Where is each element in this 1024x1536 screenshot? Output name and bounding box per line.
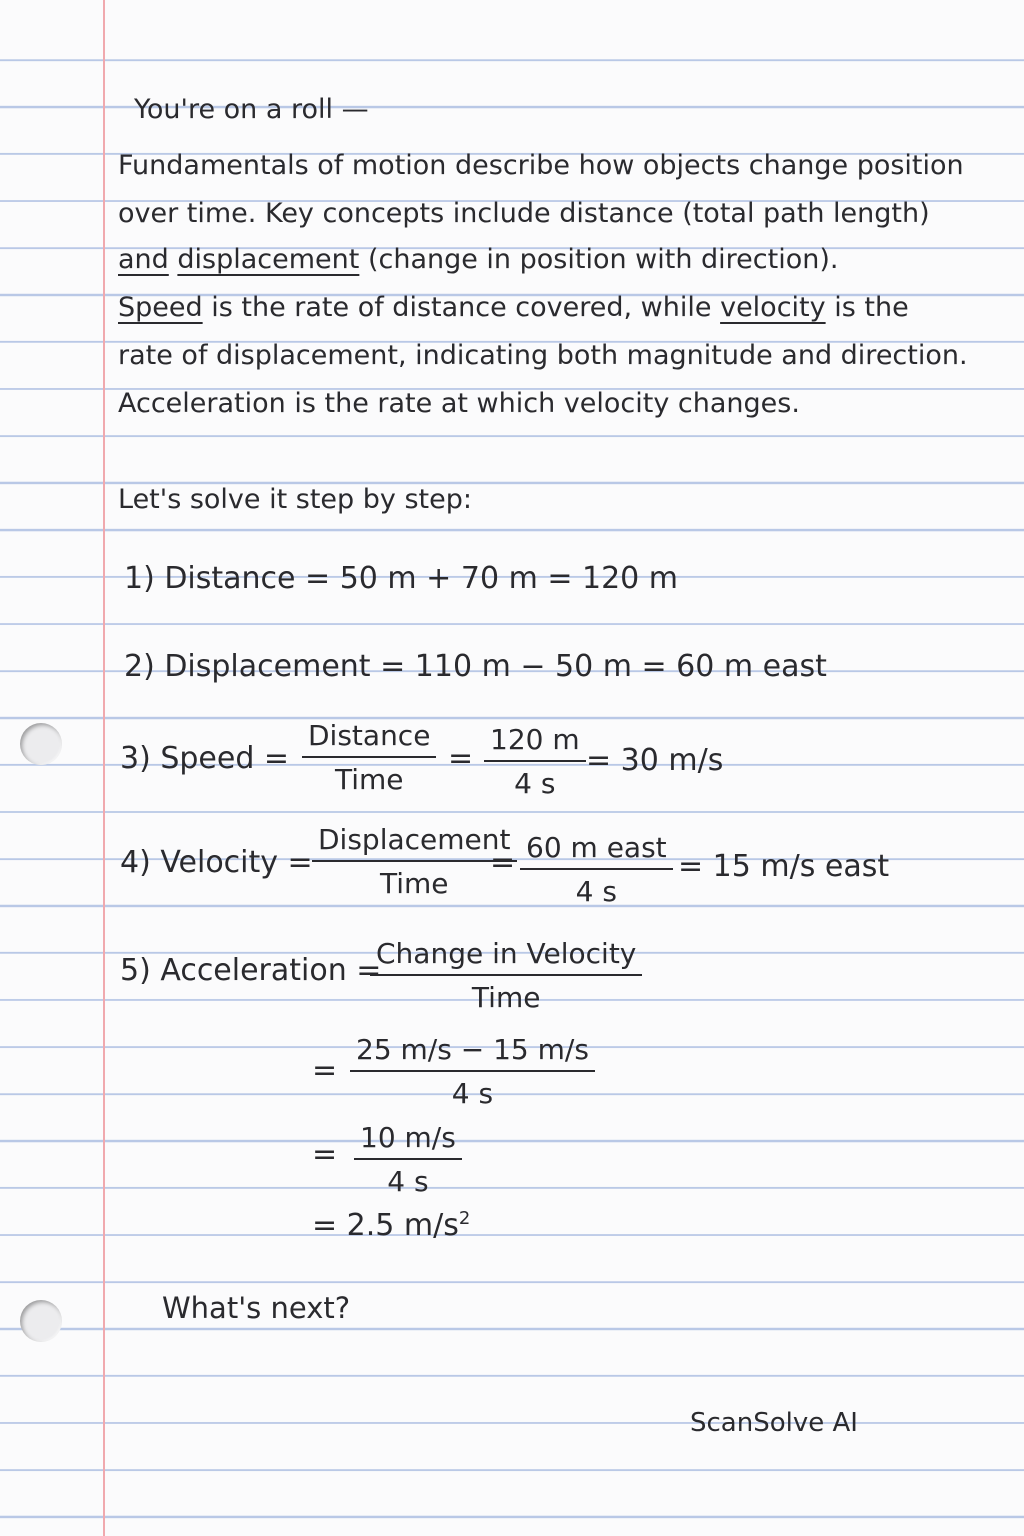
steps-intro: Let's solve it step by step: bbox=[118, 484, 472, 515]
step-3-fraction-values bbox=[484, 723, 586, 800]
term-and: and bbox=[118, 244, 169, 275]
paragraph-line-2: over time. Key concepts include distance (total path length) bbox=[118, 198, 930, 229]
step-2-displacement: 2) Displacement = 110 m − 50 m = 60 m east bbox=[124, 649, 827, 684]
step-1-distance: 1) Distance = 50 m + 70 m = 120 m bbox=[124, 561, 679, 596]
paragraph-line-3-rest: (change in position with direction). bbox=[367, 244, 839, 275]
step-5-denominator-1: Time bbox=[471, 981, 541, 1014]
step-5-numerator-3: 10 m/s bbox=[354, 1124, 462, 1160]
step-4-fraction-definition bbox=[312, 823, 517, 900]
step-4-equals: = bbox=[490, 845, 516, 880]
paragraph-line-6: Acceleration is the rate at which velocity changes. bbox=[118, 388, 800, 419]
step-5-final-value: = 2.5 m/s bbox=[312, 1208, 459, 1243]
binder-hole-bottom bbox=[20, 1300, 62, 1342]
step-3-numerator-1: Distance bbox=[302, 722, 436, 758]
step-4-fraction-values bbox=[520, 831, 673, 908]
step-3-result: = 30 m/s bbox=[586, 743, 724, 778]
step-5-denominator-3: 4 s bbox=[387, 1165, 429, 1198]
step-4-numerator-1: Displacement bbox=[312, 826, 517, 862]
step-4-numerator-2: 60 m east bbox=[520, 834, 673, 870]
step-5-equals-b: = bbox=[312, 1137, 338, 1172]
step-5-fraction-substituted bbox=[350, 1033, 595, 1110]
paragraph-line-1: Fundamentals of motion describe how objects change position bbox=[118, 150, 964, 181]
step-5-fraction-simplified bbox=[354, 1121, 462, 1198]
step-5-numerator-2: 25 m/s − 15 m/s bbox=[350, 1036, 595, 1072]
step-3-equals: = bbox=[448, 741, 474, 776]
step-5-numerator-1: Change in Velocity bbox=[370, 940, 642, 976]
term-velocity: velocity bbox=[720, 292, 826, 323]
binder-hole-top bbox=[20, 723, 62, 765]
step-3-numerator-2: 120 m bbox=[484, 726, 586, 762]
step-4-denominator-2: 4 s bbox=[575, 875, 617, 908]
step-4-label: 4) Velocity = bbox=[120, 845, 313, 880]
step-5-denominator-2: 4 s bbox=[451, 1077, 494, 1110]
intro-heading: You're on a roll — bbox=[134, 94, 369, 125]
paragraph-line-3 bbox=[118, 246, 838, 273]
step-5-fraction-definition bbox=[370, 937, 642, 1014]
step-3-fraction-definition bbox=[302, 719, 436, 796]
step-3-label: 3) Speed = bbox=[120, 741, 290, 776]
step-4-result: = 15 m/s east bbox=[678, 849, 890, 884]
step-3-denominator-2: 4 s bbox=[514, 767, 556, 800]
step-5-equals-a: = bbox=[312, 1053, 338, 1088]
paragraph-line-4 bbox=[118, 294, 909, 321]
step-5-final-result bbox=[312, 1210, 470, 1241]
paragraph-line-4-mid: is the rate of distance covered, while bbox=[211, 292, 712, 323]
closing-question: What's next? bbox=[162, 1291, 351, 1325]
step-5-label: 5) Acceleration = bbox=[120, 953, 382, 988]
margin-line bbox=[103, 0, 105, 1536]
paragraph-line-4-end: is the bbox=[834, 292, 909, 323]
paragraph-line-5: rate of displacement, indicating both magnitude and direction. bbox=[118, 340, 968, 371]
step-5-final-exponent: 2 bbox=[458, 1208, 471, 1229]
term-displacement: displacement bbox=[177, 244, 360, 275]
step-3-denominator-1: Time bbox=[334, 763, 404, 796]
step-4-denominator-1: Time bbox=[379, 867, 449, 900]
term-speed: Speed bbox=[118, 292, 203, 323]
signature: ScanSolve AI bbox=[690, 1408, 858, 1438]
